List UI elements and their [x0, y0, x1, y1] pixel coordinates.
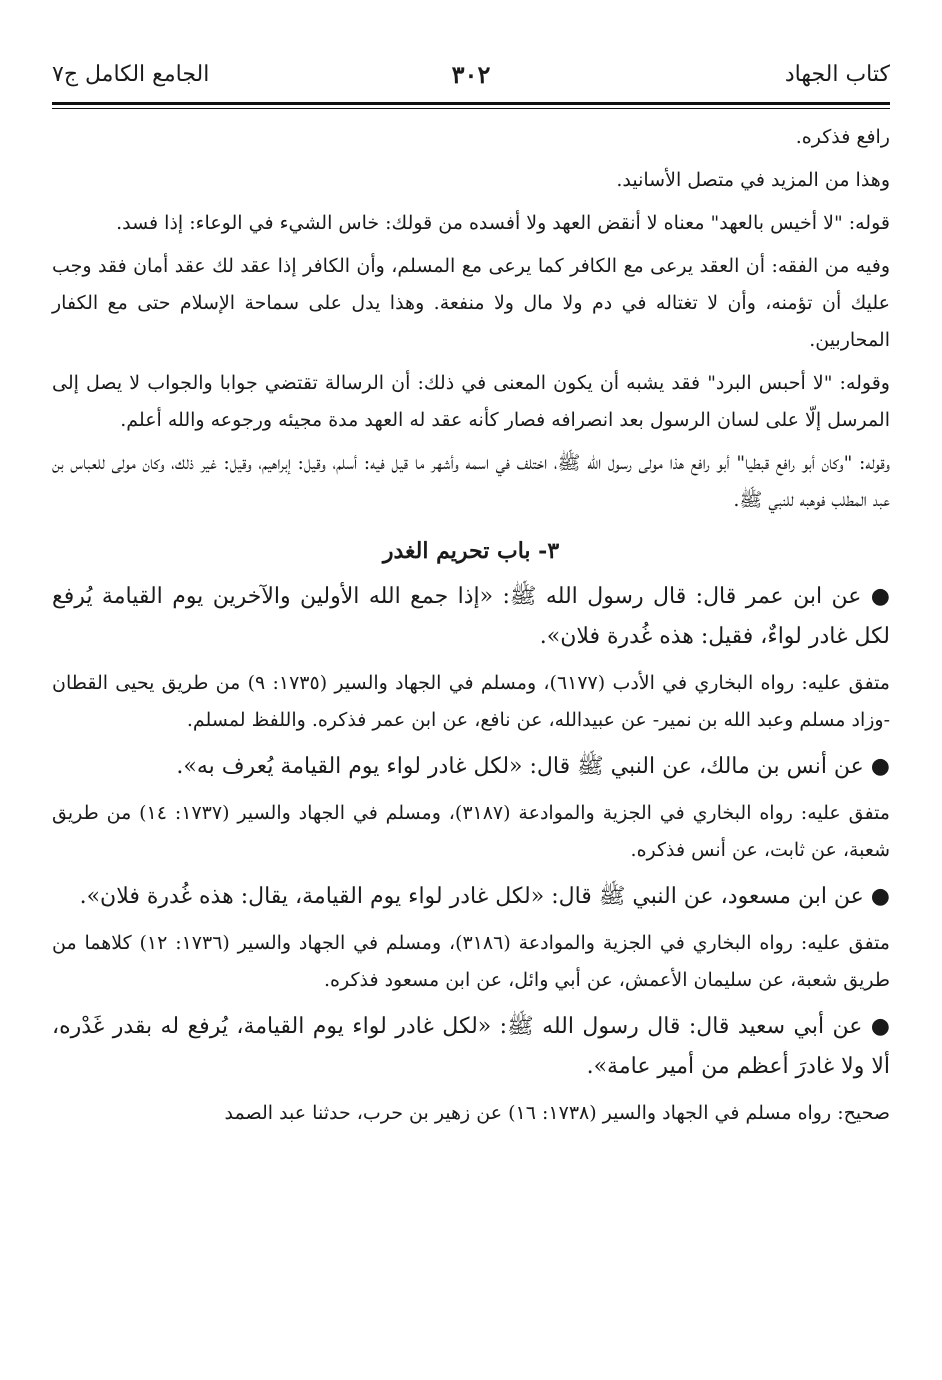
- page-body: [52, 119, 890, 1132]
- page-header: [52, 58, 890, 102]
- hadith-takhrij: متفق عليه: رواه البخاري في الأدب (٦١٧٧)، ومسلم في الجهاد والسير (١٧٣٥: ٩) من طريق يحيى القطان -وزاد مسلم وعبد الله بن نمير- عن عبيدالله، عن نافع، عن ابن عمر فذكره. واللفظ لمسلم.: [52, 672, 890, 731]
- paragraph: وفيه من الفقه: أن العقد يرعى مع الكافر كما يرعى مع المسلم، وأن الكافر إذا عقد لك عقد أمان فقد وجب عليك أن تؤمنه، وأن لا تغتاله في دم ولا مال ولا منفعة. وهذا يدل على سماحة الإسلام حتى مع الكفار المحاربين.: [52, 255, 890, 351]
- hadith-takhrij: صحيح: رواه مسلم في الجهاد والسير (١٧٣٨: ١٦) عن زهير بن حرب، حدثنا عبد الصمد: [224, 1102, 890, 1124]
- header-rule-thin: [52, 108, 890, 109]
- paragraph: وقوله: "لا أحبس البرد" فقد يشبه أن يكون المعنى في ذلك: أن الرسالة تقتضي جوابا والجواب لا يصل إلى المرسل إلّا على لسان الرسول بعد انصرافه فصار كأنه عقد له العهد مدة مجيئه ورجوعه والله أعلم.: [52, 372, 890, 431]
- section-title: ٣- باب تحريم الغدر: [382, 538, 560, 564]
- header-rule-thick: [52, 102, 890, 105]
- hadith-text: ● عن أنس بن مالك، عن النبي ﷺ قال: «لكل غادر لواء يوم القيامة يُعرف به».: [176, 754, 890, 779]
- hadith-takhrij: متفق عليه: رواه البخاري في الجزية والموادعة (٣١٨٦)، ومسلم في الجهاد والسير (١٧٣٦: ١٢) كلاهما من طريق شعبة، عن سليمان الأعمش، عن أبي وائل، عن ابن مسعود فذكره.: [52, 932, 890, 991]
- hadith-text: ● عن ابن عمر قال: قال رسول الله ﷺ: «إذا جمع الله الأولين والآخرين يوم القيامة يُرفع لكل غادر لواءٌ، فقيل: هذه غُدرة فلان».: [52, 584, 890, 649]
- paragraph: وقوله: "وكان أبو رافع قبطيا" أبو رافع هذا مولى رسول الله ﷺ، اختلف في اسمه وأشهر ما قيل فيه: أسلم، وقيل: إبراهيم، وقيل: غير ذلك، وكان مولى للعباس بن عبد المطلب فوهبه للنبي ﷺ.: [52, 452, 890, 511]
- hadith-takhrij: متفق عليه: رواه البخاري في الجزية والموادعة (٣١٨٧)، ومسلم في الجهاد والسير (١٧٣٧: ١٤) من طريق شعبة، عن ثابت، عن أنس فذكره.: [52, 802, 890, 861]
- book-page: [52, 58, 890, 1358]
- paragraph: رافع فذكره.: [795, 126, 890, 148]
- paragraph: قوله: "لا أخيس بالعهد" معناه لا أنقض العهد ولا أفسده من قولك: خاس الشيء في الوعاء: إذا فسد.: [116, 212, 890, 234]
- hadith-text: ● عن ابن مسعود، عن النبي ﷺ قال: «لكل غادر لواء يوم القيامة، يقال: هذه غُدرة فلان».: [79, 884, 890, 909]
- paragraph: وهذا من المزيد في متصل الأسانيد.: [616, 169, 890, 191]
- book-title: الجامع الكامل ج٧: [52, 62, 210, 87]
- page-number: ٣٠٢: [451, 60, 491, 89]
- hadith-text: ● عن أبي سعيد قال: قال رسول الله ﷺ: «لكل غادر لواء يوم القيامة، يُرفع له بقدر غَدْره، ألا ولا غادرَ أعظم من أمير عامة».: [52, 1014, 890, 1079]
- chapter-title: كتاب الجهاد: [784, 62, 890, 87]
